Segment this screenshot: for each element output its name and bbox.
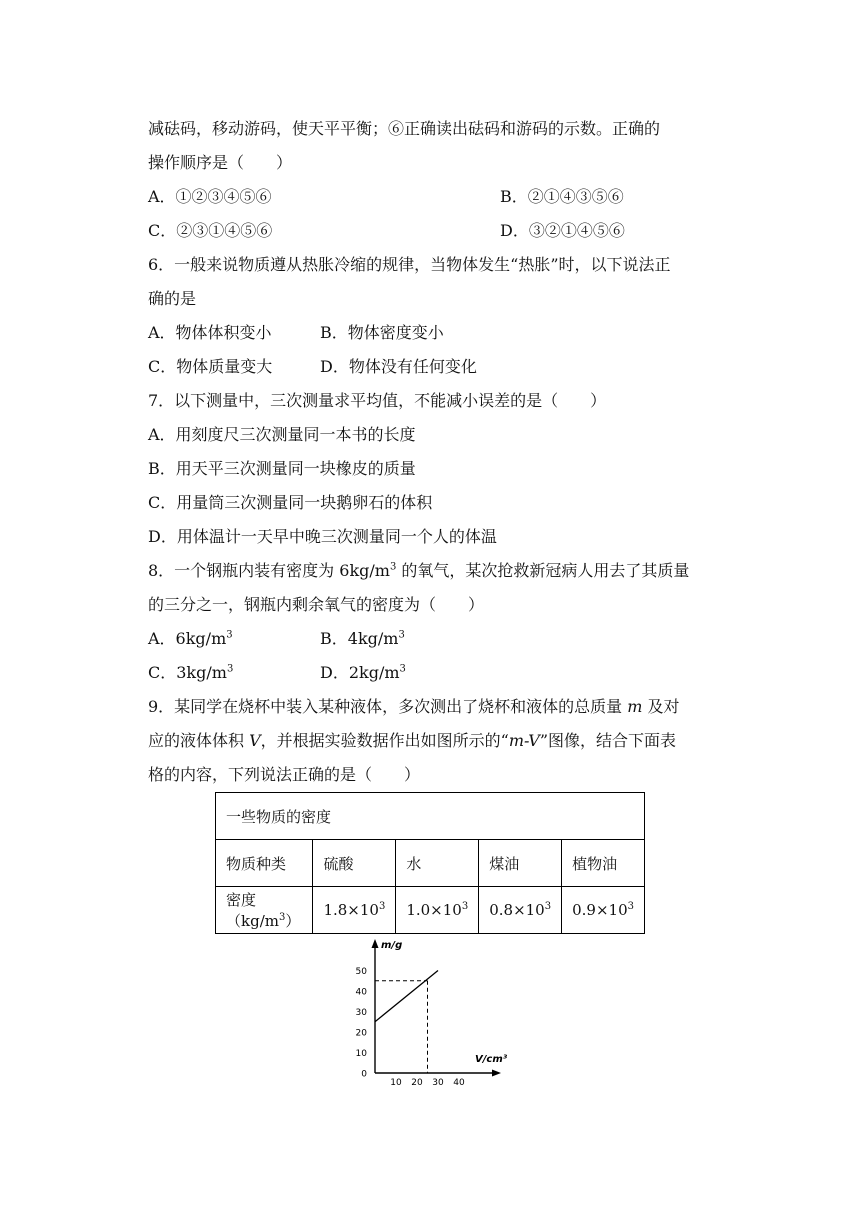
q9-stem1-b: 及对 [642,697,680,716]
q8-option-a [148,628,233,650]
m-v-graph [345,935,515,1085]
q5-continuation-line2: 操作顺序是（ ） [148,153,293,172]
density-value-kerosene [479,887,562,934]
x-tick-label: 20 [411,1078,423,1085]
q6-option-a: A．物体体积变小 [148,323,272,342]
density-value-vegetable-oil-text: 0.9×10 [572,901,628,919]
q6-stem-line1: 6．一般来说物质遵从热胀冷缩的规律，当物体发生“热胀”时，以下说法正 [148,255,671,274]
q9-stem2-a: 应的液体体积 [148,731,250,750]
q8-option-a-text: A．6kg/m [148,629,227,648]
q7-option-a: A．用刻度尺三次测量同一本书的长度 [148,425,416,444]
q9-stem2-b: ，并根据实验数据作出如图所示的“ [260,731,509,750]
q9-stem2-mv: m-V [508,731,540,750]
y-axis-label: m/g [381,940,403,951]
x-tick-label: 40 [453,1078,465,1085]
q9-stem1-a: 9．某同学在烧杯中装入某种液体，多次测出了烧杯和液体的总质量 [148,697,628,716]
x-axis-arrow [492,1070,501,1077]
y-tick-label: 50 [355,967,367,977]
q8-option-c [148,662,233,684]
q6-option-c: C．物体质量变大 [148,357,273,376]
density-value-sulfuric-acid [313,887,396,934]
dashed-guides [375,981,428,1073]
y-tick-label: 30 [355,1008,367,1018]
q6-option-b: B．物体密度变小 [320,323,444,342]
density-value-kerosene-text: 0.8×10 [489,901,545,919]
q6-stem-line2: 确的是 [148,289,197,308]
x-axis-label: V/cm³ [475,1054,508,1065]
q5-continuation-line1: 减砝码，移动游码，使天平平衡；⑥正确读出砝码和游码的示数。正确的 [148,119,661,138]
q7-option-c: C．用量筒三次测量同一块鹅卵石的体积 [148,493,433,512]
density-table-header-vegetable-oil: 植物油 [562,840,645,887]
y-tick-label: 40 [355,987,367,998]
q8-stem-part-a: 8．一个钢瓶内装有密度为 6kg/m [148,561,390,580]
q9-stem1-m: m [627,697,643,716]
density-table-header-sulfuric-acid: 硫酸 [313,840,396,887]
density-value-sulfuric-acid-exp: 3 [378,901,386,912]
x-tick-label: 10 [390,1078,402,1085]
density-value-sulfuric-acid-text: 1.8×10 [323,901,379,919]
density-value-kerosene-exp: 3 [544,901,552,912]
q8-option-d-exp: 3 [399,663,406,675]
data-series-line [375,971,438,1022]
y-tick-label: 20 [355,1028,367,1039]
q6-option-d: D．物体没有任何变化 [320,357,477,376]
q8-option-c-text: C．3kg/m [148,663,227,682]
density-value-water-exp: 3 [461,901,469,912]
y-tick-label: 10 [355,1049,367,1059]
q9-stem-line1 [148,696,680,718]
density-table-header-water: 水 [396,840,479,887]
q9-stem2-v: V [249,731,261,750]
x-tick-labels [390,1078,465,1085]
q5-option-c: C．②③①④⑤⑥ [148,221,273,240]
q8-option-d [320,662,406,684]
q8-stem-line2: 的三分之一，钢瓶内剩余氧气的密度为（ ） [148,595,485,614]
density-table-title: 一些物质的密度 [216,793,645,840]
y-tick-label: 0 [361,1069,367,1080]
q8-option-d-text: D．2kg/m [320,663,400,682]
q8-option-b-text: B．4kg/m [320,629,399,648]
density-value-vegetable-oil [562,887,645,934]
density-value-vegetable-oil-exp: 3 [627,901,634,912]
density-value-water [396,887,479,934]
q8-option-a-exp: 3 [226,629,233,641]
q8-stem-exponent: 3 [389,561,397,573]
density-table-row-label [216,887,313,934]
density-label-a: 密度（kg/m [226,891,279,930]
q5-option-b: B．②①④③⑤⑥ [500,187,624,206]
y-axis-arrow [372,939,379,948]
density-table [215,792,645,934]
q9-stem-line3: 格的内容，下列说法正确的是（ ） [148,765,421,784]
q7-stem: 7．以下测量中，三次测量求平均值，不能减小误差的是（ ） [148,391,607,410]
density-label-exp: 3 [278,912,286,923]
q5-option-a: A．①②③④⑤⑥ [148,187,272,206]
q7-option-b: B．用天平三次测量同一块橡皮的质量 [148,459,416,478]
q8-option-c-exp: 3 [226,663,234,675]
q8-stem-part-b: 的氧气，某次抢救新冠病人用去了其质量 [396,561,690,580]
q5-option-d: D．③②①④⑤⑥ [500,221,625,240]
q9-stem2-c: ”图像，结合下面表 [539,731,676,750]
y-tick-labels [356,967,368,1080]
q8-option-b [320,628,405,650]
q9-stem-line2 [148,730,676,752]
density-table-header-kind: 物质种类 [216,840,313,887]
density-table-header-kerosene: 煤油 [479,840,562,887]
q8-option-b-exp: 3 [398,629,405,641]
density-value-water-text: 1.0×10 [406,901,462,919]
q8-stem-line1 [148,560,689,582]
x-tick-label: 30 [432,1078,444,1085]
density-label-b: ） [285,912,301,930]
q7-option-d: D．用体温计一天早中晚三次测量同一个人的体温 [148,527,497,546]
